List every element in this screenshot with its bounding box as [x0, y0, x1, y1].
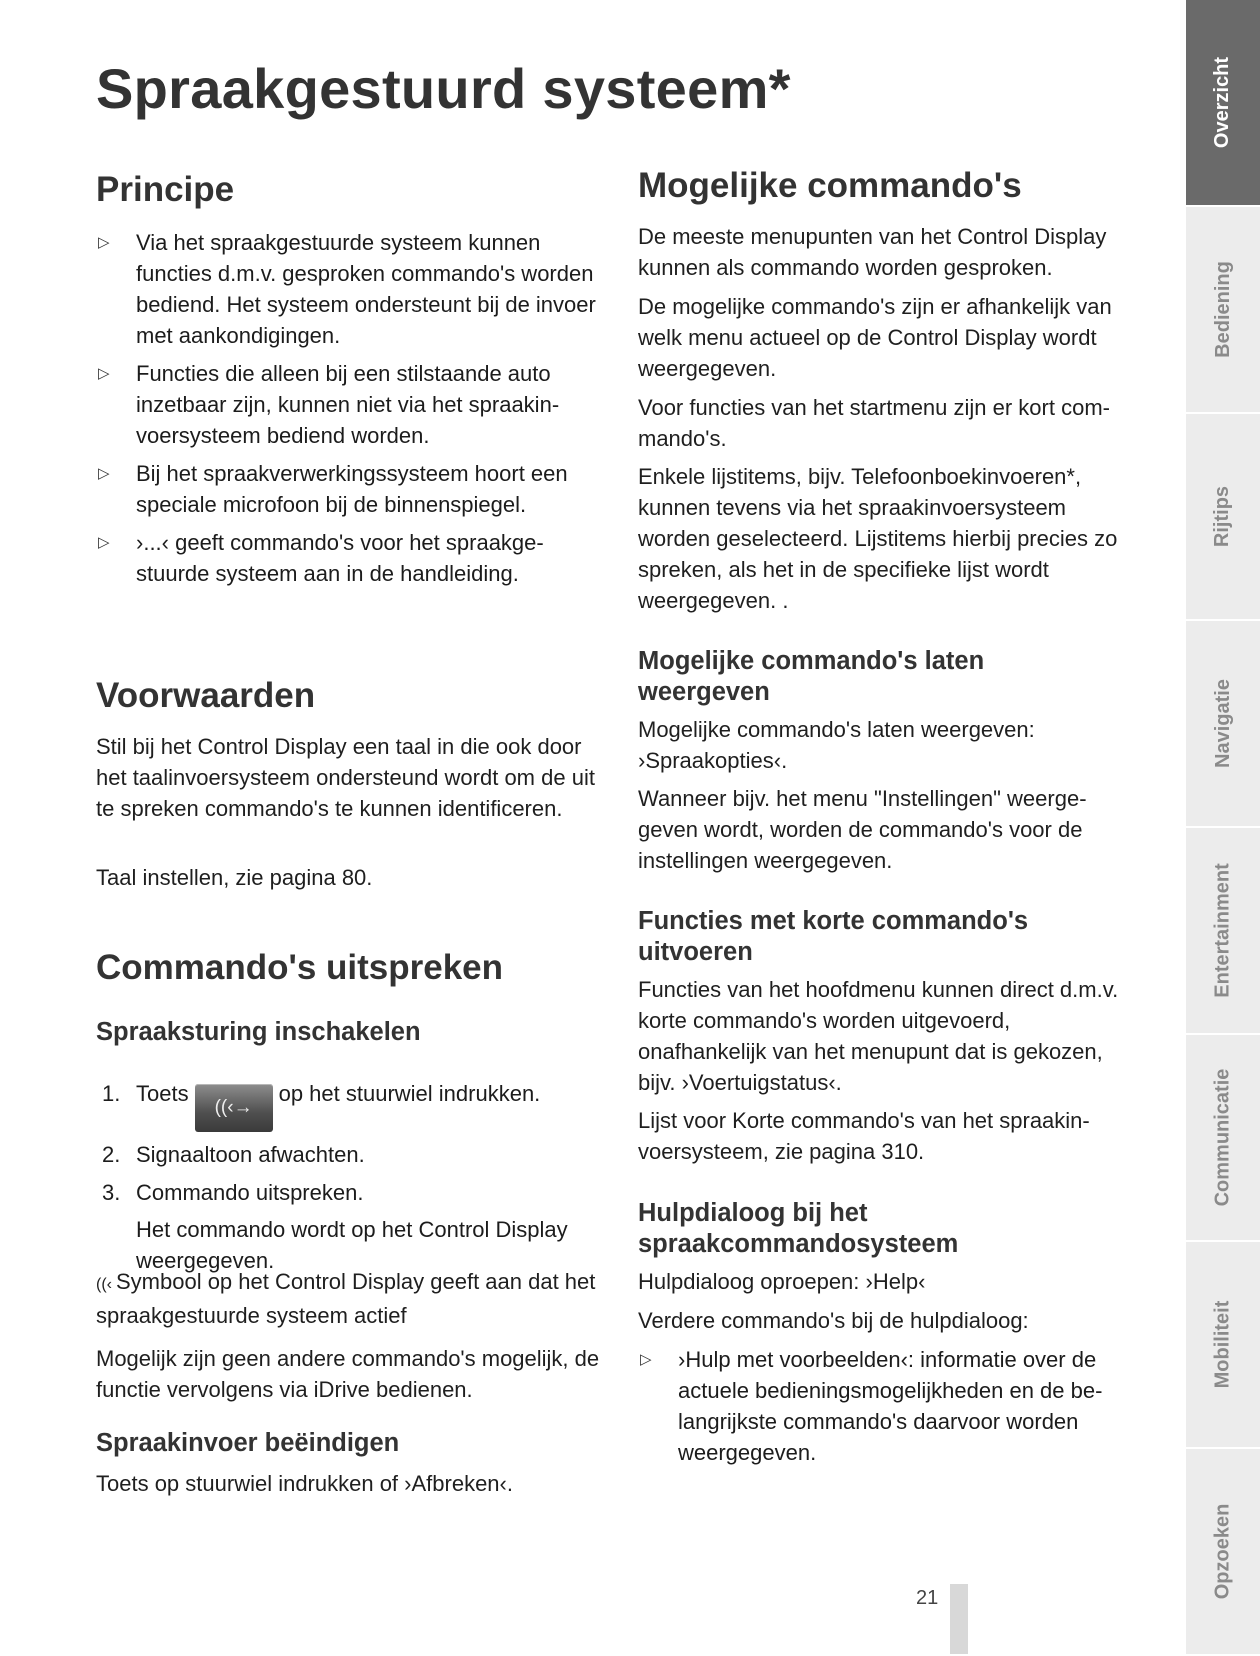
- tab-communicatie[interactable]: Communicatie: [1186, 1035, 1260, 1242]
- symbol-text: ((‹ Symbool op het Control Display geeft aan dat het spraakgestuurde systeem actief: [96, 1269, 596, 1328]
- list-item: 1. Toets((‹→op het stuurwiel indrukken.: [96, 1078, 606, 1132]
- bullet-triangle-icon: ▷: [98, 234, 110, 251]
- tab-overzicht[interactable]: Overzicht: [1186, 0, 1260, 207]
- heading-korte: Functies met korte commando's uitvoeren: [638, 907, 1029, 966]
- list-item: ▷ Bij het spraakverwerkingssysteem hoort een speciale microfoon bij de binnenspiegel.: [96, 458, 606, 520]
- other-text: Mogelijk zijn geen andere commando's mogelijk, de functie vervolgens via iDrive bedienen.: [96, 1346, 600, 1402]
- list-item: ▷ Functies die alleen bij een stilstaande auto inzetbaar zijn, kunnen niet via het spraakinvoersysteem bediend worden.: [96, 358, 606, 451]
- laten-p2: Wanneer bijv. het menu "Instellingen" weergegeven wordt, worden de commando's voor de instellingen weergegeven.: [638, 786, 1087, 873]
- chapter-tabs: [1186, 0, 1260, 1654]
- subheading-inschakelen: Spraaksturing inschakelen: [96, 1018, 421, 1046]
- list-item: ▷ ›Hulp met voorbeelden‹: informatie over de actuele bedieningsmogelijkheden en de belangrijkste commando's daarvoor worden weergegeven.: [638, 1344, 1138, 1468]
- principe-list: [96, 227, 606, 596]
- list-item: 3. Commando uitspreken.: [96, 1177, 606, 1208]
- mogelijke-p4: Enkele lijstitems, bijv. Telefoonboekinvoeren*, kunnen tevens via het spraakinvoersysteem worden geselecteerd. Lijstitems hierbij precies zo spreken, als het in de specifieke lijst wordt weergegeven. .: [638, 464, 1118, 613]
- voice-symbol-icon: ((‹: [96, 1276, 112, 1293]
- page-number: 21: [916, 1587, 939, 1609]
- korte-p2: Lijst voor Korte commando's van het spraakinvoersysteem, zie pagina 310.: [638, 1108, 1090, 1164]
- list-item: ▷ ›...‹ geeft commando's voor het spraakgestuurde systeem aan in de handleiding.: [96, 527, 606, 589]
- mogelijke-p2: De mogelijke commando's zijn er afhankelijk van welk menu actueel op de Control Display wordt weergegeven.: [638, 294, 1112, 381]
- voorwaarden-ref: Taal instellen, zie pagina 80.: [96, 865, 373, 890]
- heading-mogelijke: Mogelijke commando's: [638, 166, 1022, 205]
- end-text: Toets op stuurwiel indrukken of ›Afbreken‹.: [96, 1471, 513, 1496]
- hulp-p1: Hulpdialoog oproepen: ›Help‹: [638, 1269, 926, 1294]
- page-title: Spraakgestuurd systeem*: [96, 57, 791, 120]
- bullet-triangle-icon: ▷: [98, 365, 110, 382]
- step-number: 2.: [102, 1142, 121, 1167]
- step-number: 1.: [102, 1081, 121, 1106]
- tab-opzoeken[interactable]: Opzoeken: [1186, 1449, 1260, 1656]
- heading-commandos: Commando's uitspreken: [96, 948, 504, 987]
- heading-laten: Mogelijke commando's laten weergeven: [638, 647, 985, 706]
- bullet-triangle-icon: ▷: [640, 1351, 652, 1368]
- voorwaarden-text: Stil bij het Control Display een taal in die ook door het taalinvoersysteem ondersteund wordt om de uit te spreken commando's te kunnen identificeren.: [96, 734, 595, 821]
- hulp-p2: Verdere commando's bij de hulpdialoog:: [638, 1308, 1029, 1333]
- tab-rijtips[interactable]: Rijtips: [1186, 414, 1260, 621]
- page-marker: [950, 1584, 968, 1654]
- korte-p1: Functies van het hoofdmenu kunnen direct d.m.v. korte commando's worden uitgevoerd, onafhankelijk van het menupunt dat is gekozen, bijv. ›Voertuigstatus‹.: [638, 977, 1119, 1095]
- subheading-beeindigen: Spraakinvoer beëindigen: [96, 1429, 400, 1457]
- bullet-triangle-icon: ▷: [98, 534, 110, 551]
- laten-p1: Mogelijke commando's laten weergeven: ›Spraakopties‹.: [638, 717, 1035, 773]
- voice-key-icon: ((‹→: [195, 1084, 273, 1132]
- tab-entertainment[interactable]: Entertainment: [1186, 828, 1260, 1035]
- hulp-list: [638, 1344, 1138, 1475]
- steps-list: [96, 1078, 606, 1283]
- list-item: ▷ Via het spraakgestuurde systeem kunnen functies d.m.v. gesproken commando's worden bediend. Het systeem ondersteunt bij de invoer met aankondigingen.: [96, 227, 606, 351]
- mogelijke-p1: De meeste menupunten van het Control Display kunnen als commando worden gesproken.: [638, 224, 1107, 280]
- heading-principe: Principe: [96, 170, 235, 209]
- tab-bediening[interactable]: Bediening: [1186, 207, 1260, 414]
- bullet-triangle-icon: ▷: [98, 465, 110, 482]
- list-item: 2. Signaaltoon afwachten.: [96, 1139, 606, 1170]
- list-item: Het commando wordt op het Control Display weergegeven.: [136, 1217, 568, 1273]
- tab-navigatie[interactable]: Navigatie: [1186, 621, 1260, 828]
- heading-voorwaarden: Voorwaarden: [96, 676, 316, 715]
- step-number: 3.: [102, 1180, 121, 1205]
- mogelijke-p3: Voor functies van het startmenu zijn er kort commando's.: [638, 395, 1110, 451]
- heading-hulp: Hulpdialoog bij het spraakcommandosysteem: [638, 1199, 959, 1258]
- tab-mobiliteit[interactable]: Mobiliteit: [1186, 1242, 1260, 1449]
